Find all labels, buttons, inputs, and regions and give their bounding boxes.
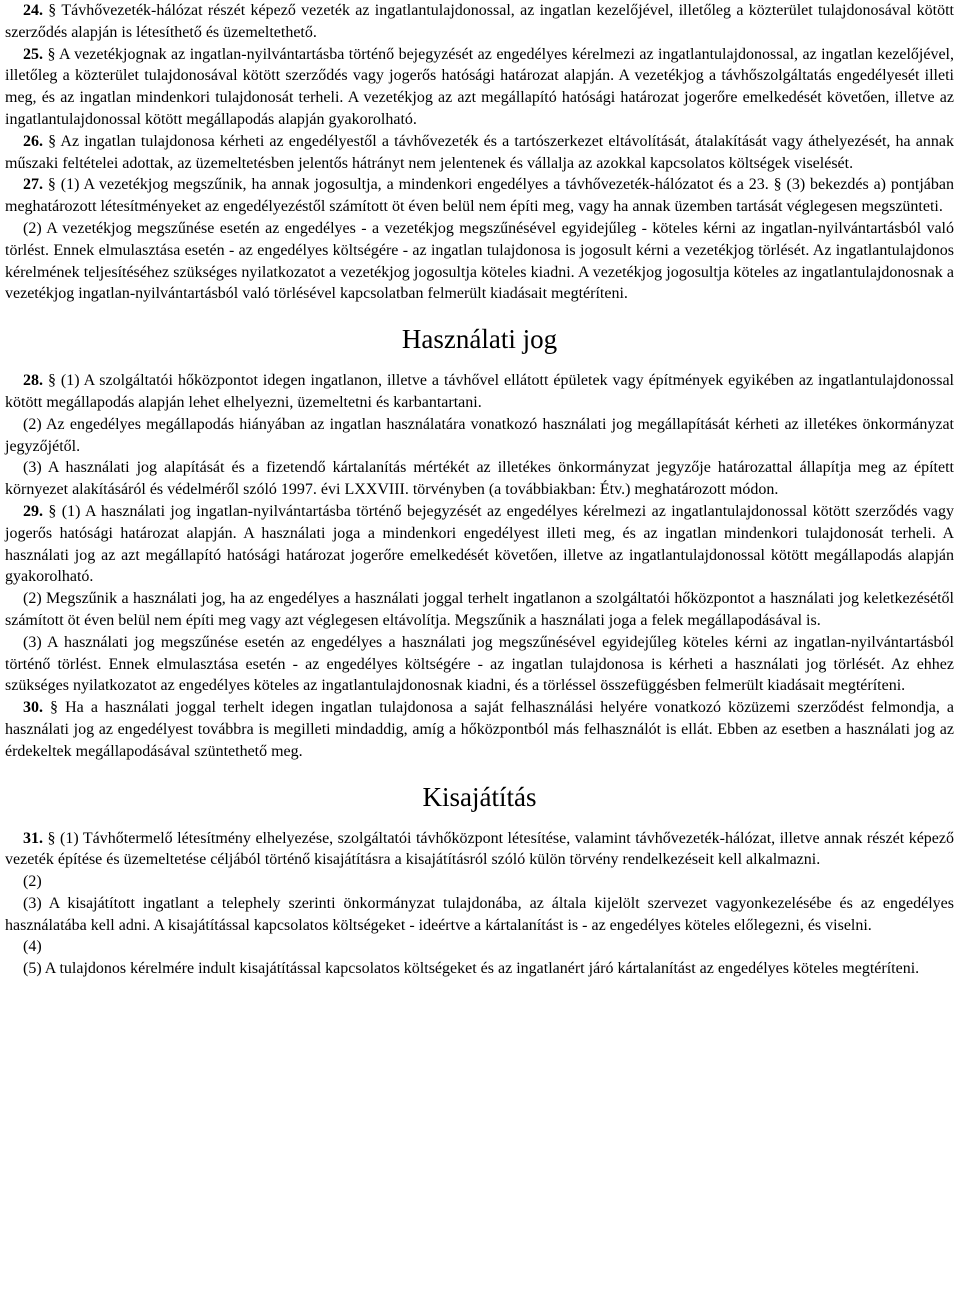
section-29-subsection-3: [5, 632, 954, 697]
section-symbol: §: [43, 829, 56, 847]
section-text: Az ingatlan tulajdonosa kérheti az engedélyestől a távhővezeték és a tartószerkezet eltávolítását, átalakítását vagy áthelyezését, ha annak műszaki feltételei adottak, az üzemeltetésben jelentős hátrányt nem jelentenek és vállalja az azokkal kapcsolatos költségek viselését.: [5, 132, 954, 172]
section-26-paragraph: [5, 131, 954, 175]
heading-kisajatitas: Kisajátítás: [422, 781, 537, 812]
section-text: (1) A szolgáltatói hőközpontot idegen ingatlanon, illetve a távhővel ellátott épületek vagy építmények egyikében az ingatlantulajdonossal kötött megállapodás alapján lehet elhelyezni, üzemeltetni és karbantartani.: [5, 372, 955, 411]
section-text: (2) A vezetékjog megszűnése esetén az engedélyes - a vezetékjog megszűnésével egyidejűleg - köteles kérni az ingatlan-nyilvántartásból való törlést. Ennek elmulasztása esetén - az engedélyes költségére - az ingatlan tulajdonosa is jogosult kérni a vezetékjog törlését. Az ingatlantulajdonos kérelmének teljesítéséhez szükséges nyilatkozatot a vezetékjog jogosultja köteles kiadni. A vezetékjog jogosultja köteles az ingatlantulajdonosnak a vezetékjog ingatlan-nyilvántartásból való törlésével kapcsolatban felmerült kiadásait megtéríteni.: [5, 219, 954, 303]
section-27-paragraph: [5, 174, 954, 218]
section-number: 28.: [23, 372, 43, 390]
section-text: (3) A kisajátított ingatlant a telephely szerinti önkormányzat tulajdonába, az általa kijelölt szervezet vagyonkezelésébe és az engedélyes használatába kell adni. A kisajátítással kapcsolatos költségeket - ideértve a kártalanítást is - az engedélyes köteles előlegezni, és viselni.: [5, 894, 954, 934]
section-symbol: §: [43, 699, 59, 717]
section-text: Ha a használati joggal terhelt idegen ingatlan tulajdonosa a saját felhasználási helyére vonatkozó közüzemi szerződést felmondja, a használati jog az engedélyest továbbra is megilleti mindaddig, amíg a hőközpontból más felhasználót is ellát. Ebben az esetben a használati jog az érdekeltek megállapodásával szüntethető meg.: [5, 699, 955, 760]
section-text: (1) A vezetékjog megszűnik, ha annak jogosultja, a mindenkori engedélyes a távhővezeték-hálózatot és a 23. § (3) bekezdés a) pontjában meghatározott létesítményeket az engedélyezéstől számított öt éven belül nem építi meg, vagy ha annak üzemben tartását véglegesen megszünteti.: [5, 176, 955, 216]
section-text: (1) Távhőtermelő létesítmény elhelyezése, szolgáltatói távhőközpont létesítése, valamint távhővezeték-hálózat, illetve annak részét képező vezeték építése és üzemeltetése céljából történő kisajátításra a kisajátításról szóló külön törvény rendelkezéseit kell alkalmazni.: [5, 829, 954, 869]
section-number: 24.: [23, 2, 43, 19]
section-text: (2): [23, 873, 42, 891]
section-number: 26.: [23, 132, 43, 150]
section-28-subsection-3: [5, 457, 954, 501]
section-25-paragraph: [5, 44, 954, 131]
section-number: 29.: [23, 502, 43, 520]
section-31-paragraph: [5, 828, 954, 872]
section-28-paragraph: [5, 370, 954, 414]
section-symbol: §: [43, 502, 57, 520]
section-31-subsection-4: [5, 936, 954, 958]
section-text: (3) A használati jog alapítását és a fizetendő kártalanítás mértékét az illetékes önkormányzat jegyzője határozattal állapítja meg az épített környezet alakításáról és védelméről szóló 1997. évi LXXVIII. törvényben (a továbbiakban: Étv.) meghatározott módon.: [5, 459, 954, 499]
section-symbol: §: [43, 132, 57, 150]
section-text: (1) A használati jog ingatlan-nyilvántartásba történő bejegyzését az engedélyes kérelmezi az ingatlantulajdonossal kötött szerződés vagy jogerős hatósági határozat alapján. A használati joga a mindenkori engedélyest illeti meg, és az ingatlan mindenkori tulajdonosát terheli. A használati jog az azt megállapító hatósági határozat jogerőre emelkedését követően, illetve az ingatlantulajdonossal kötött megállapodás alapján gyakorolható.: [5, 502, 954, 586]
section-24-paragraph: [5, 0, 954, 44]
section-text: (2) Az engedélyes megállapodás hiányában az ingatlan használatára vonatkozó használati jog megállapítását kérheti az illetékes önkormányzat jegyzőjétől.: [5, 415, 954, 455]
section-number: 31.: [23, 829, 43, 847]
section-symbol: §: [43, 45, 56, 63]
section-number: 25.: [23, 45, 43, 63]
section-text: (3) A használati jog megszűnése esetén az engedélyes a használati jog megszűnésével egyidejűleg köteles kérni az ingatlan-nyilvántartásból történő törlést. Ennek elmulasztása esetén - az engedélyes költségére - az ingatlan tulajdonosa is kérheti a használati jog törlését. Az ehhez szükséges nyilatkozatot az engedélyes köteles az ingatlantulajdonosnak kiadni, és a törléssel összefüggésben felmerült kiadásait megtéríteni.: [5, 633, 954, 695]
heading-hasznalati-jog: Használati jog: [401, 324, 558, 355]
section-31-subsection-3: [5, 893, 954, 937]
section-symbol: §: [43, 176, 56, 194]
section-text: A vezetékjognak az ingatlan-nyilvántartásba történő bejegyzését az engedélyes kérelmezi az ingatlantulajdonossal, az ingatlan kezelőjével, illetőleg a közterület tulajdonosával kötött szerződés vagy jogerős hatósági határozat alapján. A vezetékjog a távhőszolgáltatás engedélyesét illeti meg, és az ingatlan mindenkori tulajdonosát terheli. A vezetékjog az azt megállapító hatósági határozat jogerőre emelkedését követően, illetve az ingatlantulajdonossal kötött megállapodás alapján gyakorolható.: [5, 45, 955, 128]
section-text: (5) A tulajdonos kérelmére indult kisajátítással kapcsolatos költségeket és az ingatlanért járó kártalanítást az engedélyes köteles megtéríteni.: [23, 960, 920, 978]
section-29-paragraph: [5, 501, 954, 588]
section-symbol: §: [43, 372, 56, 390]
section-27-subsection-2: [5, 218, 954, 305]
section-text: Távhővezeték-hálózat részét képező vezeték az ingatlantulajdonossal, az ingatlan kezelőjével, illetőleg a közterület tulajdonosával kötött szerződés alapján is létesíthető és üzemeltethető.: [5, 2, 954, 41]
section-31-subsection-5: [5, 958, 954, 980]
section-text: (2) Megszűnik a használati jog, ha az engedélyes a használati joggal terhelt ingatlanon a szolgáltatói hőközpontot a használati jog keletkezésétől számított öt éven belül nem építi meg vagy azt véglegesen eltávolítja. Megszűnik a használati joga a felek megállapodásával is.: [5, 590, 954, 629]
section-number: 27.: [23, 176, 43, 194]
section-text: (4): [23, 938, 42, 956]
section-number: 30.: [23, 699, 43, 717]
section-30-paragraph: [5, 697, 954, 762]
section-symbol: §: [43, 2, 57, 19]
section-31-subsection-2: [5, 871, 954, 893]
section-29-subsection-2: [5, 588, 954, 632]
section-28-subsection-2: [5, 414, 954, 458]
